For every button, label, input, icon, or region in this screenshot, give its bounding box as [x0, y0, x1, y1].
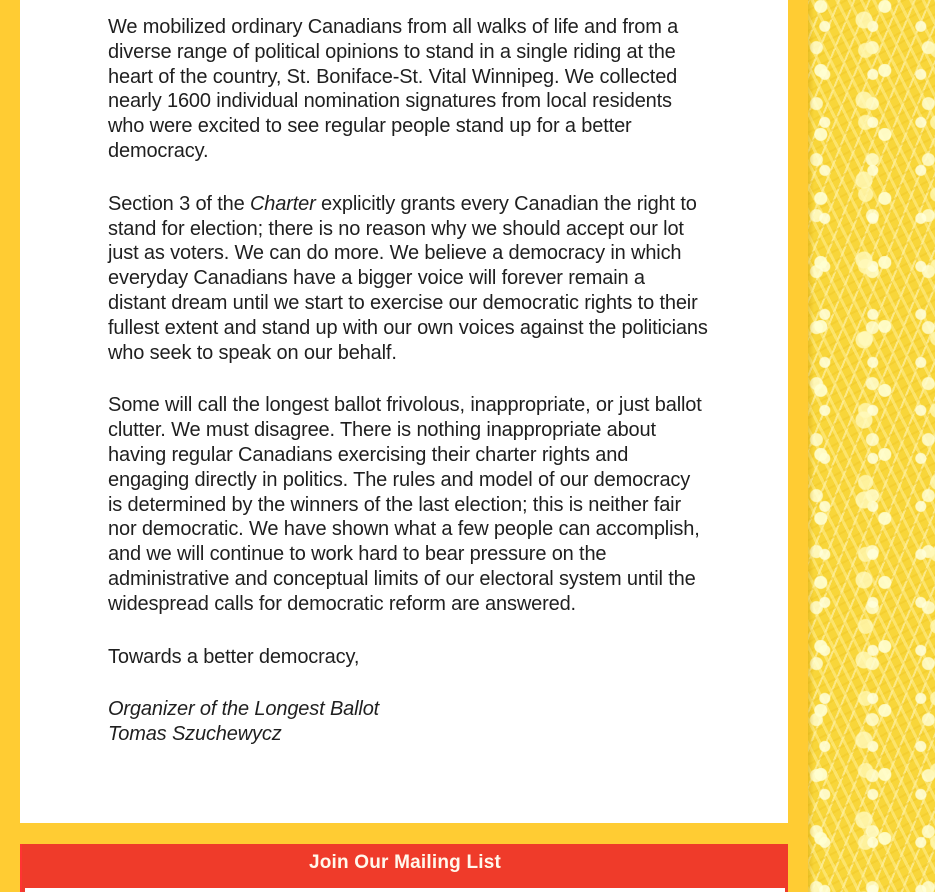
paragraph-2-intro: Section 3 of the — [108, 192, 250, 215]
letter-body — [108, 15, 708, 747]
letter-card — [20, 0, 788, 823]
mailing-list-title: Join Our Mailing List — [308, 852, 502, 873]
letter-paragraph-2 — [108, 192, 708, 366]
signature-name: Tomas Szuchewycz — [108, 723, 282, 746]
paragraph-2-rest: explicitly grants every Canadian the right to stand for election; there is no reason why we should accept our lot just as voters. We can do more. We believe a democracy in which everyday Canadians have a bigger voice will forever remain a distant dream until we start to exercise our democratic rights to their fullest extent and stand up with our own voices against the politicians who seek to speak on our behalf. — [108, 192, 708, 364]
charter-term: Charter — [250, 192, 316, 215]
letter-closing: Towards a better democracy, — [108, 645, 360, 668]
signature-role: Organizer of the Longest Ballot — [108, 698, 380, 721]
decorative-side-pattern — [808, 0, 935, 892]
letter-paragraph-1: We mobilized ordinary Canadians from all walks of life and from a diverse range of political opinions to stand in a single riding at the heart of the country, St. Boniface-St. Vital Winnipeg. We collected nearly 1600 individual nomination signatures from local residents who were excited to see regular people stand up for a better democracy. — [108, 16, 679, 162]
mailing-list-bar — [20, 844, 788, 892]
side-shadow — [808, 0, 814, 892]
letter-paragraph-3: Some will call the longest ballot frivolous, inappropriate, or just ballot clutter. We must disagree. There is nothing inappropriate about having regular Canadians exercising their charter rights and engaging directly in politics. The rules and model of our democracy is determined by the winners of the last election; this is neither fair nor democratic. We have shown what a few people can accomplish, and we will continue to work hard to bear pressure on the administrative and conceptual limits of our electoral system until the widespread calls for democratic reform are answered. — [108, 394, 702, 615]
mailing-list-form-top[interactable] — [25, 888, 785, 892]
